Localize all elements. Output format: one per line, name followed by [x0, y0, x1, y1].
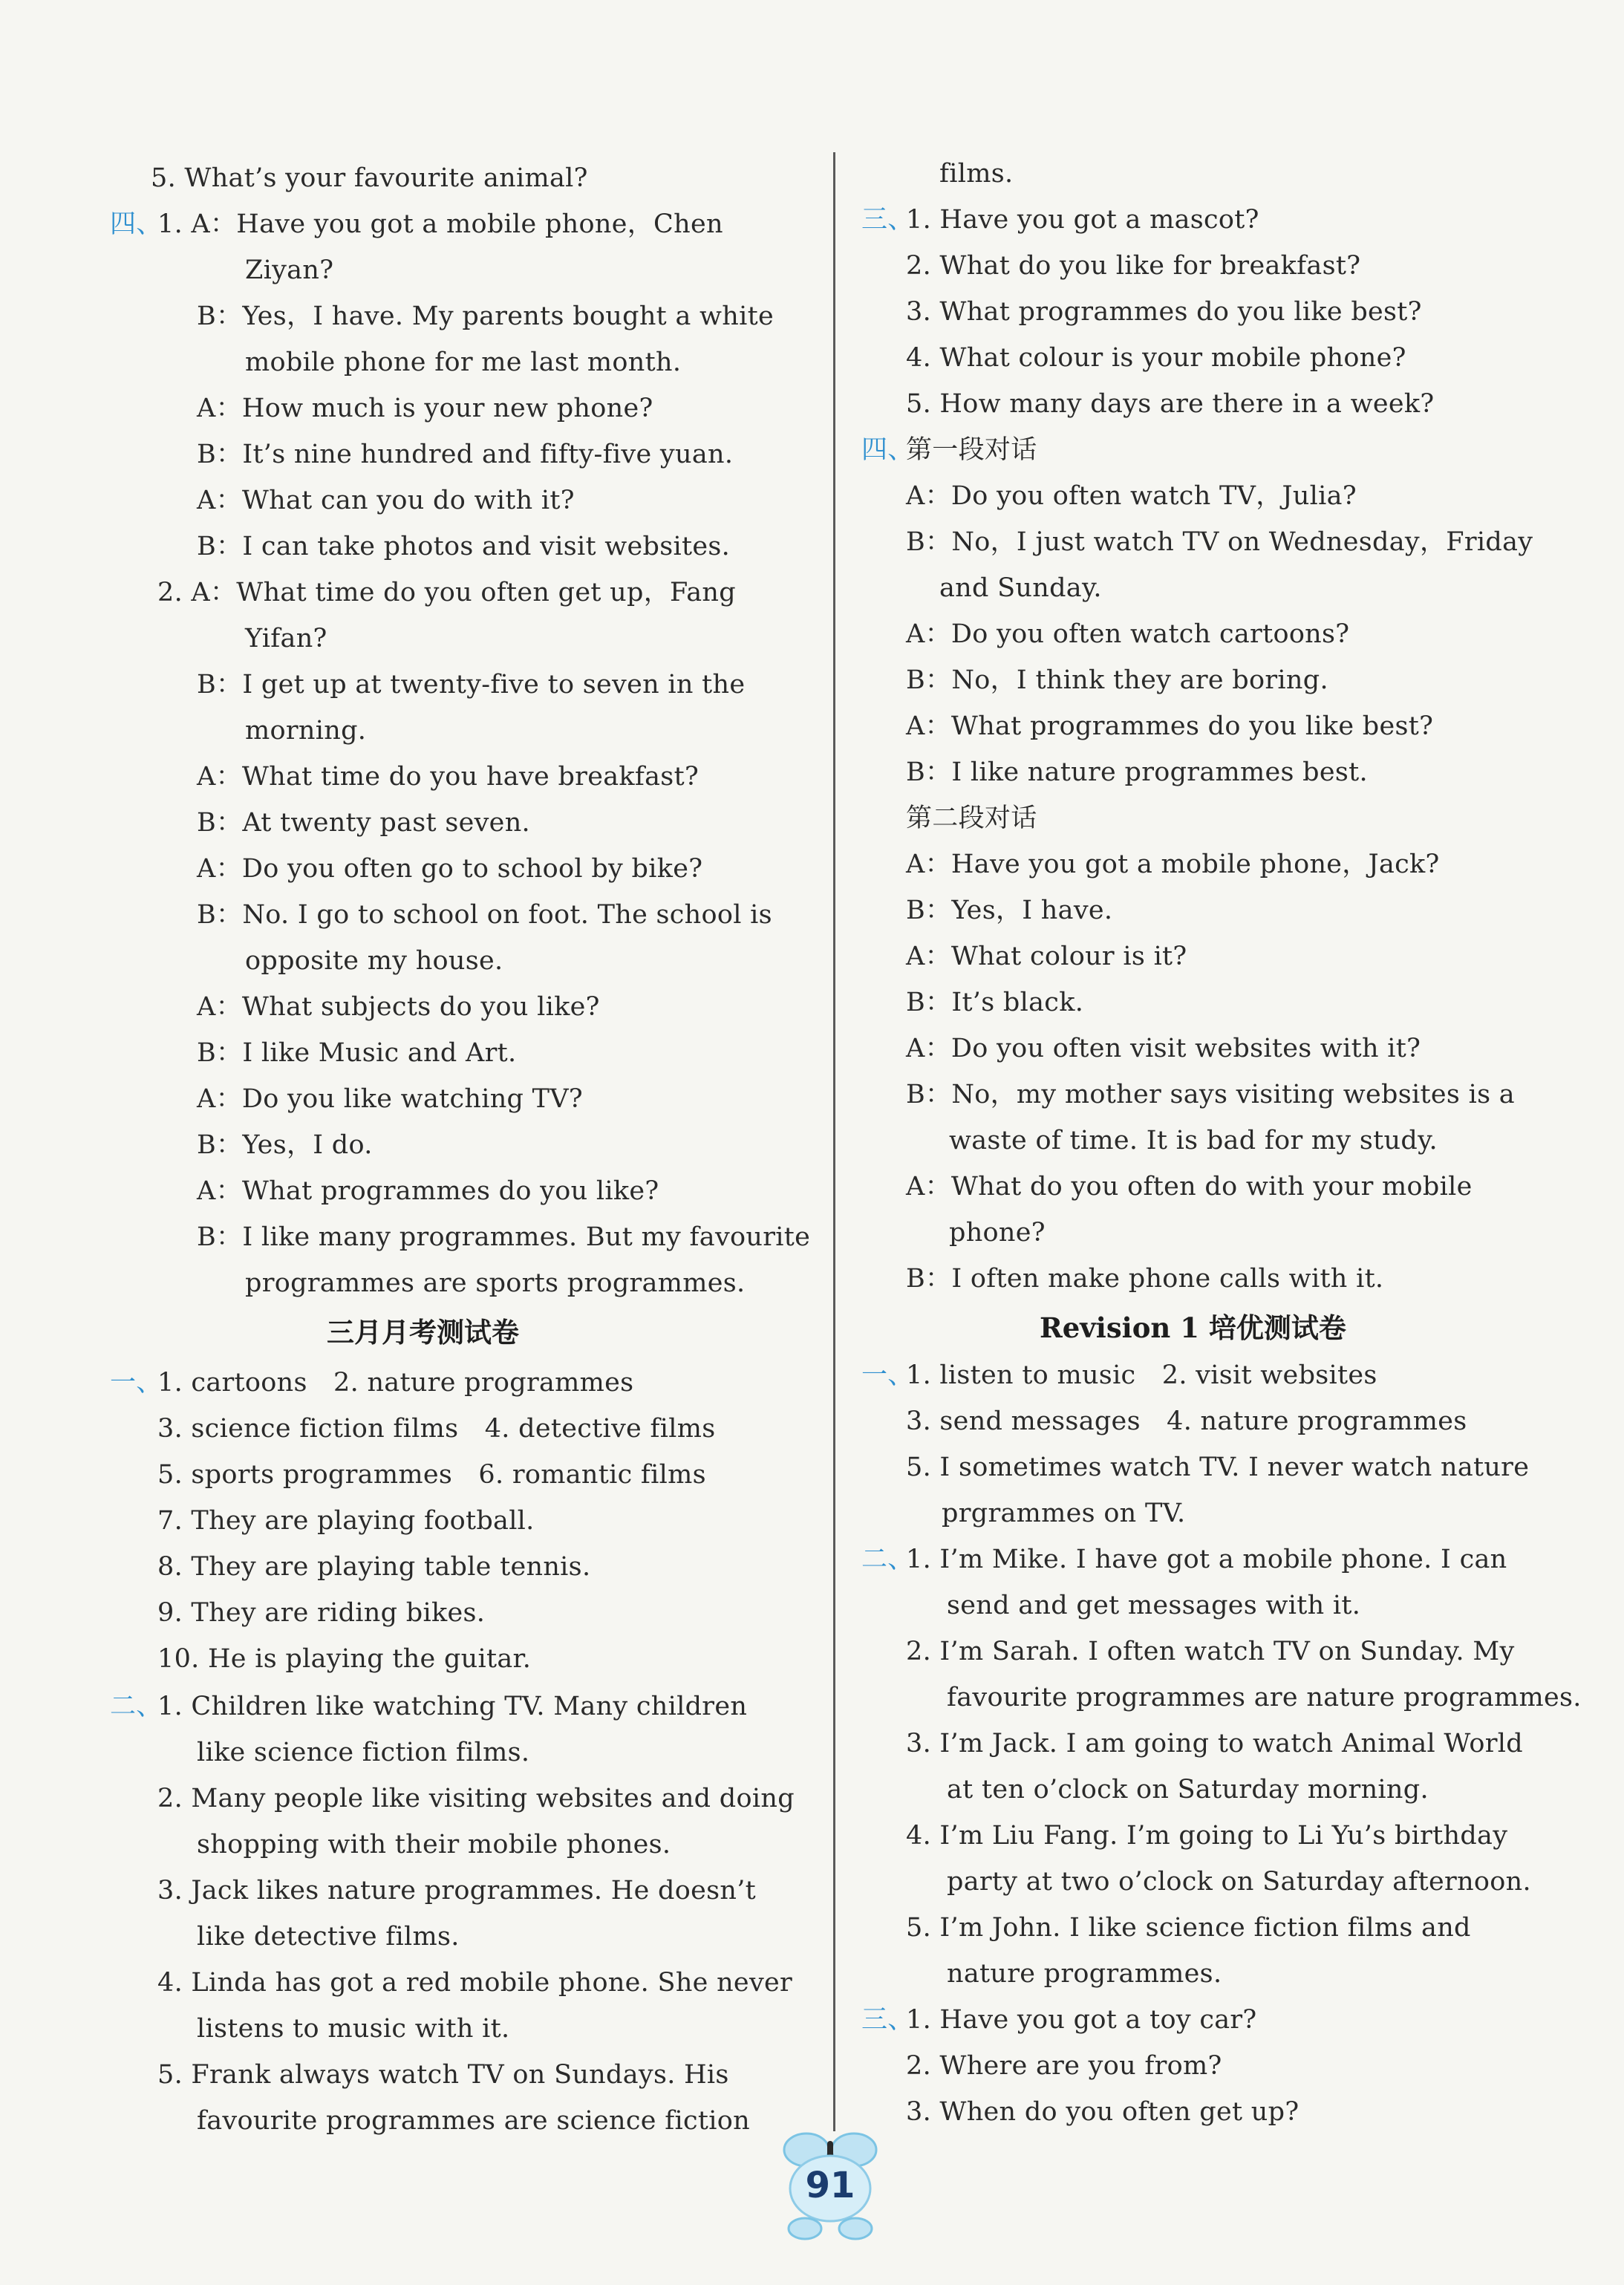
text-line: prgrammes on TV. — [942, 1499, 1186, 1528]
text-line: mobile phone for me last month. — [245, 348, 682, 377]
text-line: 1. I’m Mike. I have got a mobile phone. I can — [906, 1545, 1507, 1574]
text-line: morning. — [245, 716, 367, 746]
section-title: Revision 1 培优测试卷 — [1040, 1311, 1346, 1344]
text-line: A：How much is your new phone? — [197, 394, 653, 423]
page-number: 91 — [805, 2165, 855, 2206]
text-line: 4. Linda has got a red mobile phone. She never — [157, 1968, 793, 1998]
text-line: 3. I’m Jack. I am going to watch Animal World — [906, 1729, 1523, 1758]
column-divider — [833, 152, 835, 2131]
text-line: 1. Have you got a mascot? — [906, 205, 1259, 235]
section-marker: 二、 — [861, 1545, 914, 1574]
text-line: programmes are sports programmes. — [245, 1268, 746, 1298]
text-line: B：No. I go to school on foot. The school is — [197, 900, 772, 930]
section-marker: 四、 — [861, 435, 914, 465]
text-line: 1. Children like watching TV. Many children — [157, 1692, 748, 1721]
text-line: 3. What programmes do you like best? — [906, 297, 1422, 327]
text-line: like science fiction films. — [197, 1738, 530, 1767]
text-line: B：No，I think they are boring. — [906, 665, 1328, 695]
text-line: A：What time do you have breakfast? — [197, 762, 700, 792]
text-line: 7. They are playing football. — [157, 1506, 535, 1536]
text-line: A：Do you like watching TV? — [197, 1084, 583, 1114]
text-line: opposite my house. — [245, 946, 503, 976]
text-line: favourite programmes are science fiction — [197, 2106, 750, 2136]
text-line: 3. science fiction films 4. detective films — [157, 1414, 716, 1444]
text-line: 1. listen to music 2. visit websites — [906, 1360, 1377, 1390]
section-marker: 四、 — [110, 209, 163, 239]
text-line: 2. I’m Sarah. I often watch TV on Sunday. My — [906, 1637, 1515, 1666]
text-line: A：Do you often watch TV，Julia? — [906, 481, 1357, 511]
text-line: A：What programmes do you like? — [197, 1176, 659, 1206]
text-line: B：It’s black. — [906, 988, 1084, 1017]
text-line: favourite programmes are nature programmes. — [947, 1683, 1582, 1712]
text-line: B：Yes，I have. My parents bought a white — [197, 301, 775, 331]
text-line: nature programmes. — [947, 1959, 1222, 1989]
page-number-badge — [778, 2120, 882, 2246]
text-line: 2. Many people like visiting websites and doing — [157, 1784, 795, 1813]
text-line: 5. Frank always watch TV on Sundays. His — [157, 2060, 729, 2090]
section-marker: 一、 — [110, 1368, 163, 1398]
text-line: A：Do you often go to school by bike? — [197, 854, 703, 884]
text-line: like detective films. — [197, 1922, 460, 1952]
text-line: A：What do you often do with your mobile — [906, 1172, 1473, 1202]
text-line: 3. Jack likes nature programmes. He doesn’t — [157, 1876, 756, 1906]
text-line: A：What subjects do you like? — [197, 992, 600, 1022]
text-line: send and get messages with it. — [947, 1591, 1361, 1620]
text-line: 8. They are playing table tennis. — [157, 1552, 591, 1582]
text-line: 4. I’m Liu Fang. I’m going to Li Yu’s birthday — [906, 1821, 1508, 1851]
section-title: 三月月考测试卷 — [327, 1316, 519, 1349]
text-line: 5. sports programmes 6. romantic films — [157, 1460, 706, 1490]
text-line: 4. What colour is your mobile phone? — [906, 343, 1406, 373]
text-line: 5. What’s your favourite animal? — [151, 163, 588, 193]
text-line: B：At twenty past seven. — [197, 808, 530, 838]
section-marker: 三、 — [861, 2005, 914, 2035]
dialogue-heading: 第二段对话 — [906, 804, 1037, 833]
text-line: B：Yes，I do. — [197, 1130, 373, 1160]
text-line: 1. A：Have you got a mobile phone，Chen — [157, 209, 723, 239]
text-line: A：Do you often watch cartoons? — [906, 619, 1350, 649]
section-marker: 二、 — [110, 1692, 163, 1721]
text-line: shopping with their mobile phones. — [197, 1830, 671, 1859]
section-marker: 三、 — [861, 205, 914, 235]
text-line: films. — [939, 159, 1014, 189]
text-line: B：I get up at twenty-five to seven in the — [197, 670, 746, 700]
text-line: 3. When do you often get up? — [906, 2097, 1299, 2127]
text-line: A：What programmes do you like best? — [906, 711, 1434, 741]
text-line: 2. What do you like for breakfast? — [906, 251, 1361, 281]
text-line: B：I often make phone calls with it. — [906, 1264, 1384, 1294]
text-line: B：No，my mother says visiting websites is a — [906, 1080, 1515, 1109]
text-line: B：No，I just watch TV on Wednesday，Friday — [906, 527, 1533, 557]
section-marker: 一、 — [861, 1360, 914, 1390]
text-line: at ten o’clock on Saturday morning. — [947, 1775, 1429, 1805]
text-line: 2. A：What time do you often get up，Fang — [157, 578, 736, 607]
text-line: A：Do you often visit websites with it? — [906, 1034, 1421, 1063]
dialogue-heading: 第一段对话 — [906, 435, 1037, 465]
text-line: 1. Have you got a toy car? — [906, 2005, 1257, 2035]
text-line: 2. Where are you from? — [906, 2051, 1222, 2081]
text-line: and Sunday. — [939, 573, 1102, 603]
text-line: B：I like many programmes. But my favourite — [197, 1222, 811, 1252]
text-line: 10. He is playing the guitar. — [157, 1644, 532, 1674]
text-line: 9. They are riding bikes. — [157, 1598, 486, 1628]
text-line: Yifan? — [245, 624, 327, 653]
text-line: A：What can you do with it? — [197, 486, 575, 515]
text-line: B：I can take photos and visit websites. — [197, 532, 731, 561]
text-line: B：Yes，I have. — [906, 896, 1113, 925]
text-line: B：I like nature programmes best. — [906, 757, 1368, 787]
text-line: waste of time. It is bad for my study. — [949, 1126, 1438, 1155]
text-line: A：What colour is it? — [906, 942, 1187, 971]
text-line: B：It’s nine hundred and fifty-five yuan. — [197, 440, 734, 469]
text-line: 3. send messages 4. nature programmes — [906, 1406, 1467, 1436]
text-line: listens to music with it. — [197, 2014, 510, 2044]
text-line: Ziyan? — [245, 255, 334, 285]
text-line: 5. I sometimes watch TV. I never watch nature — [906, 1453, 1530, 1482]
text-line: 5. I’m John. I like science fiction films and — [906, 1913, 1471, 1943]
text-line: 5. How many days are there in a week? — [906, 389, 1435, 419]
text-line: 1. cartoons 2. nature programmes — [157, 1368, 634, 1398]
text-line: B：I like Music and Art. — [197, 1038, 517, 1068]
text-line: A：Have you got a mobile phone，Jack? — [906, 850, 1440, 879]
text-line: party at two o’clock on Saturday afternoon. — [947, 1867, 1531, 1897]
text-line: phone? — [949, 1218, 1046, 1248]
